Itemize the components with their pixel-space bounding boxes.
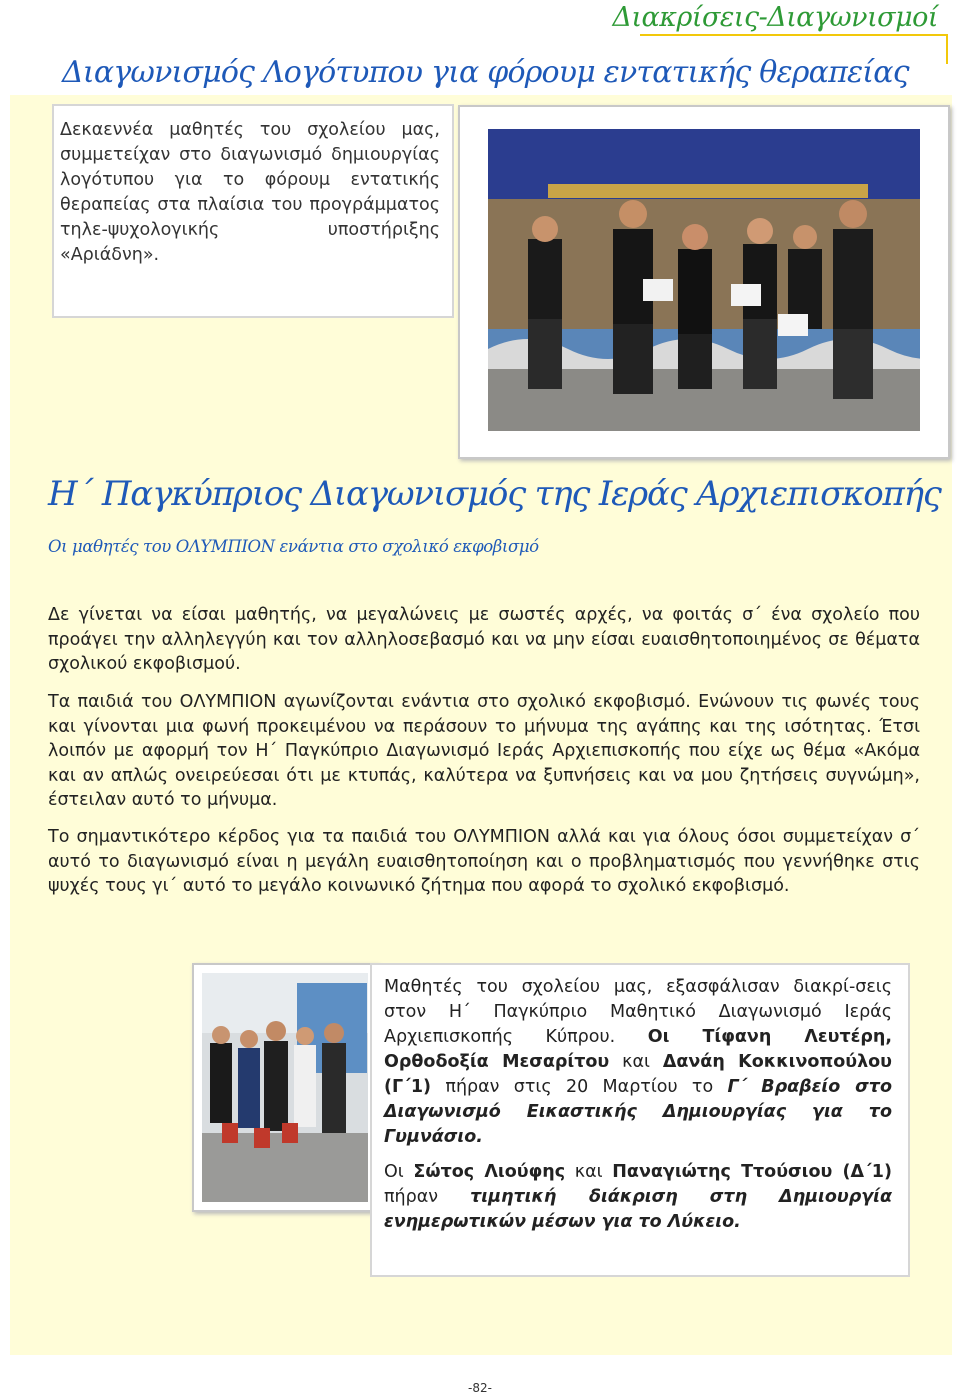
section-title: Διακρίσεις-Διαγωνισμοί bbox=[612, 2, 938, 33]
caption-took: πήραν bbox=[384, 1187, 439, 1207]
article2-paragraph-3: Το σημαντικότερο κέρδος για τα παιδιά του ΟΛΥΜΠΙΟΝ αλλά και για όλους όσοι συμμετείχαν σ΄ αυτό το διαγωνισμό είναι η μεγάλη ευαισθητοποίηση και ο προβληματισμός που γεννήθηκε στις ψυχές τους γι΄ αυτό το μεγάλο κοινωνικό ζήτημα που αφορά το σχολικό εκφοβισμό. bbox=[48, 827, 920, 896]
award-photo-students-logo bbox=[458, 105, 950, 459]
caption-paragraph-1 bbox=[384, 975, 892, 1150]
caption-and-2: και bbox=[574, 1162, 603, 1182]
caption-names-1: Οι Τίφανη Λευτέρη, Ορθοδοξία Μεσαρίτου bbox=[384, 1027, 892, 1072]
caption-names-2: Δανάη Κοκκινοπούλου (Γ΄1) bbox=[384, 1052, 892, 1097]
award-photo-students-drawing bbox=[192, 963, 378, 1212]
article2-paragraph-2: Τα παιδιά του ΟΛΥΜΠΙΟΝ αγωνίζονται ενάντια στο σχολικό εκφοβισμό. Ενώνουν τις φωνές τους και γίνονται μια φωνή προκειμένου να περάσουν το μήνυμα της αγάπης και της ισότητας. Έτσι λοιπόν με αφορμή τον Η΄ Παγκύπριο Διαγωνισμό Ιεράς Αρχιεπισκοπής που είχε ως θέμα «Ακόμα και αν απλώς ονειρεύεσαι ότι με κτυπάς, καλύτερα να ξυπνήσεις και να μου ζητήσεις συγνώμη», έστειλαν αυτό το μήνυμα. bbox=[48, 692, 920, 810]
article1-body: Δεκαεννέα μαθητές του σχολείου μας, συμμετείχαν στο διαγωνισμό δημιουργίας λογότυπου για το φόρουμ εντατικής θεραπείας στα πλαίσια του προγράμματος τηλε-ψυχολογικής υποστήριξης «Αριάδνη». bbox=[60, 120, 440, 265]
article2-paragraph-1: Δε γίνεται να είσαι μαθητής, να μεγαλώνεις με σωστές αρχές, να φοιτάς σ΄ ένα σχολείο που προάγει την αλληλεγγύη και τον αλληλοσεβασμό και να μην είσαι ευαισθητοποιημένος σε θέματα σχολικού εκφοβισμού. bbox=[48, 605, 920, 674]
article2-title: Η΄ Παγκύπριος Διαγωνισμός της Ιεράς Αρχιεπισκοπής bbox=[48, 474, 941, 514]
page-number: -82- bbox=[468, 1381, 492, 1395]
photo-scene bbox=[202, 973, 368, 1202]
article1-title: Διαγωνισμός Λογότυπου για φόρουμ εντατικής θεραπείας bbox=[62, 55, 909, 90]
caption-names-4: Παναγιώτης Ττούσιου (Δ΄1) bbox=[612, 1162, 892, 1182]
article2-subtitle: Οι μαθητές του ΟΛΥΜΠΙΟΝ ενάντια στο σχολικό εκφοβισμό bbox=[48, 537, 539, 556]
caption-award-date: πήραν στις 20 Μαρτίου το bbox=[445, 1077, 714, 1097]
caption-honorable: τιμητική διάκριση bbox=[470, 1187, 678, 1207]
caption-in: στη bbox=[709, 1187, 748, 1207]
caption-paragraph-2 bbox=[384, 1160, 892, 1235]
caption-award-2: Δημιουργία ενημερωτικών μέσων για το Λύκειο. bbox=[384, 1187, 892, 1232]
caption-and-1: και bbox=[622, 1052, 650, 1072]
caption-award-1: Γ΄ Βραβείο στο Διαγωνισμό Εικαστικής Δημιουργίας για το Γυμνάσιο. bbox=[384, 1077, 892, 1147]
caption-names-3: Σώτος Λιούφης bbox=[413, 1162, 566, 1182]
caption-intro: Μαθητές του σχολείου μας, εξασφάλισαν διακρί-σεις στον Η΄ Παγκύπριο Μαθητικό Διαγωνισμό Ιεράς Αρχιεπισκοπής Κύπρου. bbox=[384, 977, 892, 1047]
caption-text bbox=[384, 975, 892, 1235]
caption-oi: Οι bbox=[384, 1162, 404, 1182]
photo-scene bbox=[488, 129, 920, 431]
